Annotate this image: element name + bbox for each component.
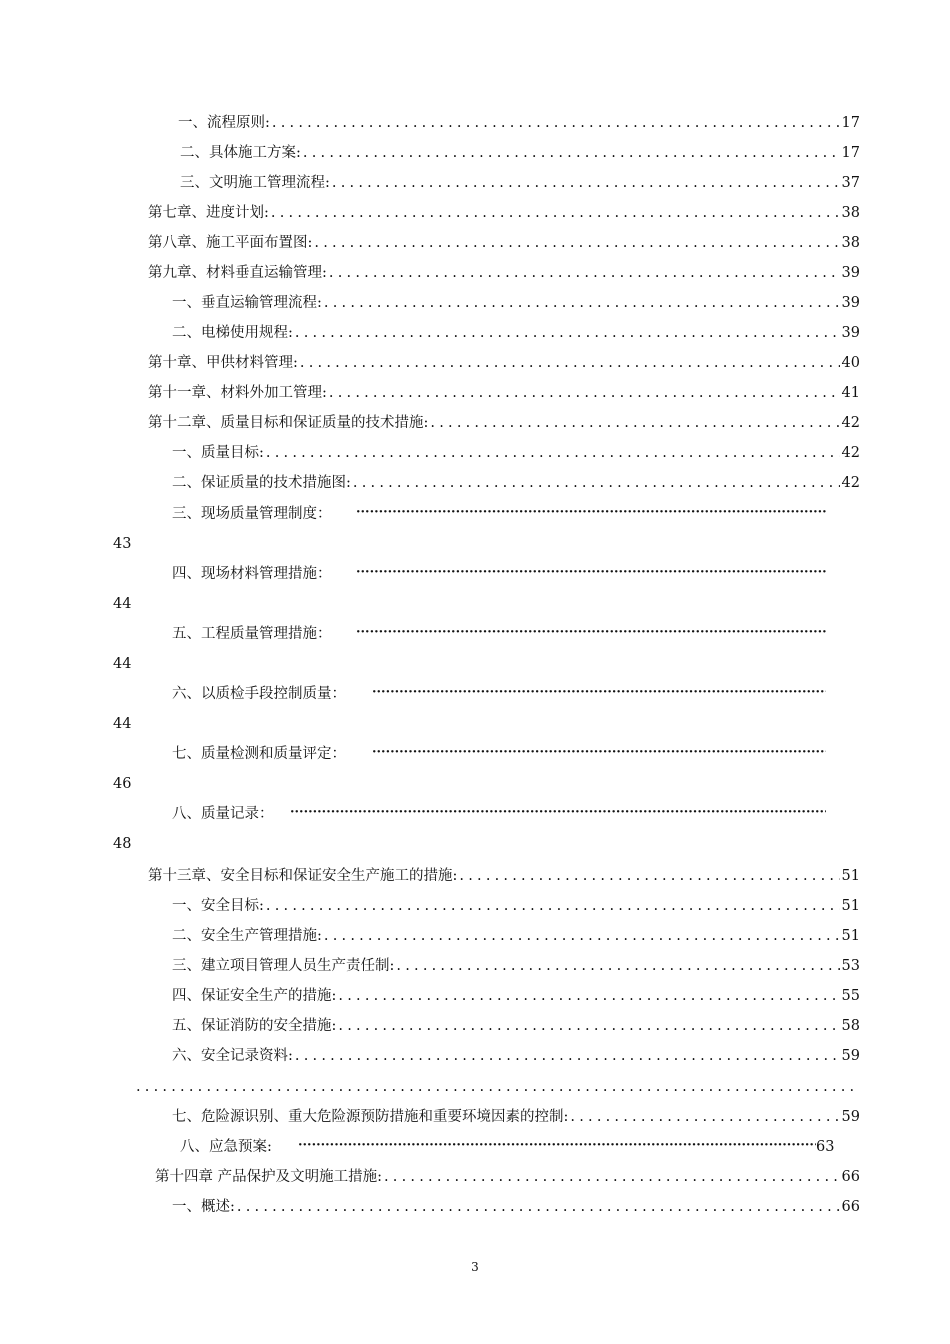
leader-dots [266, 442, 840, 464]
leader-dots [396, 955, 839, 977]
leader-line [134, 1076, 856, 1098]
toc-entry[interactable] [172, 955, 860, 977]
toc-entry-page: 53 [841, 958, 860, 974]
leader-dots [136, 1076, 854, 1098]
toc-entry-page: 51 [841, 928, 860, 944]
toc-entry-page: 55 [841, 988, 860, 1004]
toc-entry-page: 44 [113, 656, 132, 672]
toc-entry[interactable] [148, 865, 860, 887]
toc-entry-label: 一、垂直运输管理流程: [172, 295, 322, 311]
toc-entry-page: 63 [816, 1139, 835, 1155]
toc-entry[interactable] [172, 472, 860, 494]
toc-entry-page: 42 [841, 445, 860, 461]
toc-entry-page: 44 [113, 596, 132, 612]
toc-entry-page: 58 [841, 1018, 860, 1034]
leader-dots [237, 1196, 840, 1218]
leader-dots [314, 232, 839, 254]
leader-dots [298, 1135, 816, 1157]
toc-entry-page: 42 [841, 415, 860, 431]
toc-entry[interactable] [180, 142, 860, 164]
toc-entry-label: 第九章、材料垂直运输管理: [148, 265, 327, 281]
toc-entry-page: 17 [841, 145, 860, 161]
leader-dots [338, 985, 839, 1007]
leader-dots [295, 1045, 840, 1067]
leader-dots [272, 112, 840, 134]
page-number: 3 [471, 1260, 479, 1274]
toc-entry[interactable] [172, 292, 860, 314]
toc-entry-label: 一、质量目标: [172, 445, 264, 461]
toc-entry[interactable] [155, 1166, 860, 1188]
toc-entry-label[interactable]: 四、现场材料管理措施： [172, 566, 332, 582]
toc-entry-page: 48 [113, 836, 132, 852]
leader-dots [372, 742, 826, 764]
toc-entry[interactable] [172, 895, 860, 917]
toc-entry[interactable] [148, 352, 860, 374]
leader-dots [356, 502, 826, 524]
leader-dots [266, 895, 840, 917]
toc-entry[interactable] [172, 1015, 860, 1037]
toc-entry[interactable] [172, 1196, 860, 1218]
leader-dots [356, 622, 826, 644]
toc-entry-page: 51 [841, 868, 860, 884]
toc-entry[interactable] [148, 262, 860, 284]
toc-entry-label: 二、电梯使用规程: [172, 325, 293, 341]
toc-entry-page: 38 [841, 235, 860, 251]
toc-entry[interactable] [172, 322, 860, 344]
toc-entry-page: 39 [841, 295, 860, 311]
toc-entry[interactable] [172, 1045, 860, 1067]
toc-entry-label: 第十三章、安全目标和保证安全生产施工的措施: [148, 868, 458, 884]
toc-entry[interactable] [148, 202, 860, 224]
leader-dots [303, 142, 840, 164]
toc-entry-label: 二、保证质量的技术措施图: [172, 475, 351, 491]
toc-entry-page: 42 [841, 475, 860, 491]
toc-entry-label: 六、安全记录资料: [172, 1048, 293, 1064]
leader-dots [353, 472, 840, 494]
toc-entry-label: 七、危险源识别、重大危险源预防措施和重要环境因素的控制: [172, 1109, 569, 1125]
toc-entry-label: 一、概述: [172, 1199, 235, 1215]
toc-entry[interactable] [172, 925, 860, 947]
toc-entry-page: 43 [113, 536, 132, 552]
leader-dots [459, 865, 839, 887]
leader-dots [295, 322, 840, 344]
toc-entry-label[interactable]: 五、工程质量管理措施： [172, 626, 332, 642]
toc-entry-page: 39 [841, 325, 860, 341]
toc-entry-label[interactable]: 八、质量记录： [172, 806, 274, 822]
toc-entry-label[interactable]: 六、以质检手段控制质量： [172, 686, 346, 702]
toc-entry-label: 一、安全目标: [172, 898, 264, 914]
toc-entry[interactable] [148, 412, 860, 434]
toc-entry[interactable] [172, 985, 860, 1007]
toc-entry[interactable] [148, 382, 860, 404]
toc-entry-page: 44 [113, 716, 132, 732]
toc-entry-label: 三、文明施工管理流程: [180, 175, 330, 191]
toc-entry-page: 39 [841, 265, 860, 281]
leader-dots [570, 1106, 839, 1128]
toc-entry[interactable] [148, 232, 860, 254]
leader-dots [329, 262, 840, 284]
toc-entry-page: 51 [841, 898, 860, 914]
toc-entry-label: 第八章、施工平面布置图: [148, 235, 313, 251]
toc-entry-label: 二、具体施工方案: [180, 145, 301, 161]
toc-entry-label: 三、建立项目管理人员生产责任制: [172, 958, 395, 974]
toc-entry[interactable] [172, 442, 860, 464]
leader-dots [324, 925, 840, 947]
leader-dots [332, 172, 840, 194]
toc-entry-label: 一、流程原则: [178, 115, 270, 131]
toc-entry-label: 四、保证安全生产的措施: [172, 988, 337, 1004]
toc-entry-page: 59 [841, 1048, 860, 1064]
toc-entry-page: 17 [841, 115, 860, 131]
toc-entry[interactable] [180, 172, 860, 194]
toc-entry-page: 66 [841, 1199, 860, 1215]
toc-entry-page: 46 [113, 776, 132, 792]
leader-dots [271, 202, 840, 224]
toc-entry-label: 第十二章、质量目标和保证质量的技术措施: [148, 415, 429, 431]
toc-entry-label: 第七章、进度计划: [148, 205, 269, 221]
leader-dots [324, 292, 840, 314]
toc-entry-label: 第十一章、材料外加工管理: [148, 385, 327, 401]
leader-dots [329, 382, 840, 404]
leader-dots [338, 1015, 839, 1037]
leader-dots [300, 352, 840, 374]
toc-entry-label: 二、安全生产管理措施: [172, 928, 322, 944]
leader-dots [384, 1166, 840, 1188]
toc-entry-label[interactable]: 八、应急预案: [180, 1139, 272, 1155]
leader-dots [372, 682, 826, 704]
toc-entry-label[interactable]: 三、现场质量管理制度： [172, 506, 332, 522]
toc-entry-page: 41 [841, 385, 860, 401]
toc-entry-page: 66 [841, 1169, 860, 1185]
toc-entry-label[interactable]: 七、质量检测和质量评定： [172, 746, 346, 762]
toc-entry[interactable] [178, 112, 860, 134]
toc-entry-label: 第十四章 产品保护及文明施工措施: [155, 1169, 382, 1185]
toc-entry-label: 五、保证消防的安全措施: [172, 1018, 337, 1034]
leader-dots [356, 562, 826, 584]
leader-dots [430, 412, 839, 434]
toc-entry[interactable] [172, 1106, 860, 1128]
toc-entry-page: 40 [841, 355, 860, 371]
toc-entry-page: 59 [841, 1109, 860, 1125]
toc-entry-label: 第十章、甲供材料管理: [148, 355, 298, 371]
toc-entry-page: 37 [841, 175, 860, 191]
toc-entry-page: 38 [841, 205, 860, 221]
leader-dots [290, 802, 826, 824]
